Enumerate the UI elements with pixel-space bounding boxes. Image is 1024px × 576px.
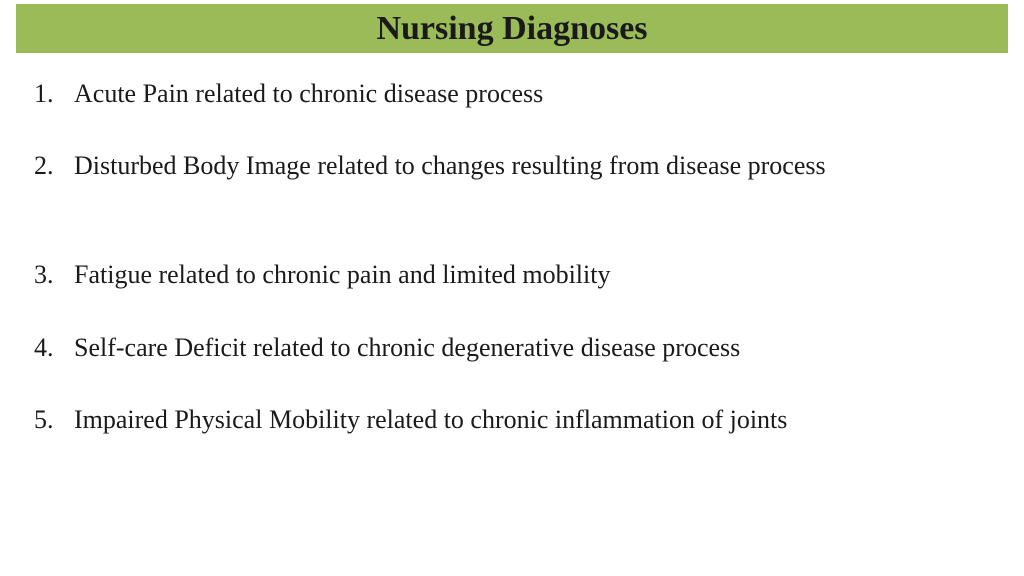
list-item: [34, 330, 934, 366]
list-item-text: Self-care Deficit related to chronic degenerative disease process: [74, 333, 741, 362]
list-item-number: 1.: [34, 79, 54, 108]
list-item: [34, 148, 934, 184]
list-item: [34, 402, 934, 438]
list-item-text: Acute Pain related to chronic disease process: [74, 79, 544, 108]
list-item-number: 3.: [34, 260, 54, 289]
list-item: [34, 76, 934, 112]
list-item-number: 2.: [34, 151, 54, 180]
list-item-number: 4.: [34, 333, 54, 362]
list-item-number: 5.: [34, 405, 54, 434]
list-item-text: Fatigue related to chronic pain and limited mobility: [74, 260, 611, 289]
list-item-text: Disturbed Body Image related to changes resulting from disease process: [74, 151, 826, 180]
page-title: Nursing Diagnoses: [376, 9, 648, 47]
list-item-text: Impaired Physical Mobility related to chronic inflammation of joints: [74, 405, 788, 434]
list-item: [34, 257, 934, 293]
